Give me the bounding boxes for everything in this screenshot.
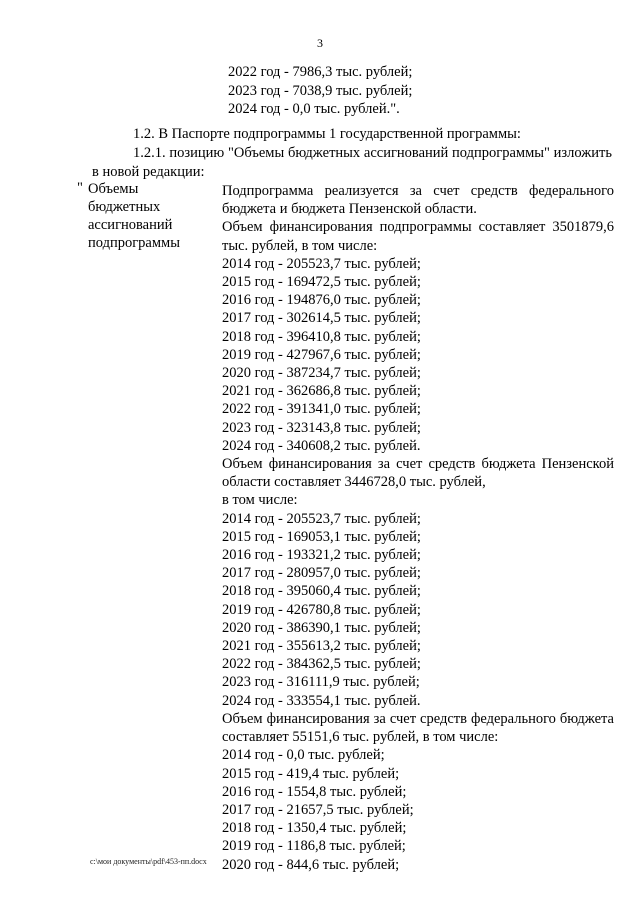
intro-line: 2022 год - 7986,3 тыс. рублей; <box>228 64 413 80</box>
year-funding-line: 2018 год - 1350,4 тыс. рублей; <box>222 820 407 837</box>
year-funding-line: 2020 год - 387234,7 тыс. рублей; <box>222 365 421 382</box>
intro-line: 2023 год - 7038,9 тыс. рублей; <box>228 82 413 99</box>
year-funding-line: 2016 год - 194876,0 тыс. рублей; <box>222 292 421 309</box>
year-funding-line: 2018 год - 396410,8 тыс. рублей; <box>222 328 421 345</box>
year-funding-line: 2019 год - 427967,6 тыс. рублей; <box>222 346 421 363</box>
year-funding-line: 2015 год - 419,4 тыс. рублей; <box>222 765 400 782</box>
year-funding-line: 2017 год - 280957,0 тыс. рублей; <box>222 565 421 582</box>
funding-intro: Подпрограмма реализуется за счет средств федерального бюджета и бюджета Пензенской области. <box>222 183 614 218</box>
year-funding-line: 2021 год - 355613,2 тыс. рублей; <box>222 638 421 655</box>
regional-years-list <box>222 510 614 710</box>
table-right-column <box>222 182 614 874</box>
intro-line: 2024 год - 0,0 тыс. рублей.". <box>228 101 400 117</box>
year-funding-line: 2019 год - 426780,8 тыс. рублей; <box>222 601 421 618</box>
table-left-column <box>88 180 208 252</box>
federal-funding-text: Объем финансирования за счет средств федерального бюджета составляет 55151,6 тыс. рублей, в том числе: <box>222 710 614 746</box>
year-funding-line: 2017 год - 302614,5 тыс. рублей; <box>222 310 421 327</box>
total-funding-text: Объем финансирования подпрограммы составляет 3501879,6 тыс. рублей, в том числе: <box>222 219 614 254</box>
year-funding-line: 2020 год - 386390,1 тыс. рублей; <box>222 619 421 636</box>
left-label-line: бюджетных <box>88 199 161 215</box>
year-funding-line: 2023 год - 316111,9 тыс. рублей; <box>222 674 420 691</box>
regional-funding-text-2: в том числе: <box>222 492 298 509</box>
year-funding-line: 2016 год - 1554,8 тыс. рублей; <box>222 783 407 800</box>
regional-funding-text: Объем финансирования за счет средств бюджета Пензенской области составляет 3446728,0 тыс. рублей, <box>222 456 614 491</box>
year-funding-line: 2021 год - 362686,8 тыс. рублей; <box>222 383 421 400</box>
year-funding-line: 2016 год - 193321,2 тыс. рублей; <box>222 547 421 564</box>
year-funding-line: 2015 год - 169053,1 тыс. рублей; <box>222 528 421 545</box>
year-funding-line: 2018 год - 395060,4 тыс. рублей; <box>222 583 421 600</box>
total-years-list <box>222 255 614 455</box>
year-funding-line: 2024 год - 333554,1 тыс. рублей. <box>222 692 421 709</box>
left-label-line: подпрограммы <box>88 235 180 251</box>
paragraph-1-2-1: 1.2.1. позицию "Объемы бюджетных ассигнований подпрограммы" изложить в новой редакции: <box>92 145 612 180</box>
paragraph-1-2: 1.2. В Паспорте подпрограммы 1 государственной программы: <box>133 126 521 142</box>
year-funding-line: 2024 год - 340608,2 тыс. рублей. <box>222 437 421 454</box>
year-funding-line: 2022 год - 384362,5 тыс. рублей; <box>222 656 421 673</box>
year-funding-line: 2023 год - 323143,8 тыс. рублей; <box>222 419 421 436</box>
left-label-line: Объемы <box>88 181 139 197</box>
year-funding-line: 2017 год - 21657,5 тыс. рублей; <box>222 801 414 818</box>
year-funding-line: 2014 год - 0,0 тыс. рублей; <box>222 747 385 764</box>
year-funding-line: 2022 год - 391341,0 тыс. рублей; <box>222 401 421 418</box>
year-funding-line: 2020 год - 844,6 тыс. рублей; <box>222 856 400 873</box>
left-label-line: ассигнований <box>88 217 173 233</box>
intro-lines <box>228 63 412 119</box>
federal-years-list <box>222 746 614 873</box>
opening-quote-mark: " <box>77 180 83 196</box>
page-number: 3 <box>317 36 323 50</box>
footer-file-path: c:\мои документы\pdf\453-пп.docx <box>90 857 207 866</box>
year-funding-line: 2014 год - 205523,7 тыс. рублей; <box>222 255 421 272</box>
year-funding-line: 2019 год - 1186,8 тыс. рублей; <box>222 838 406 855</box>
year-funding-line: 2015 год - 169472,5 тыс. рублей; <box>222 274 421 291</box>
year-funding-line: 2014 год - 205523,7 тыс. рублей; <box>222 510 421 527</box>
